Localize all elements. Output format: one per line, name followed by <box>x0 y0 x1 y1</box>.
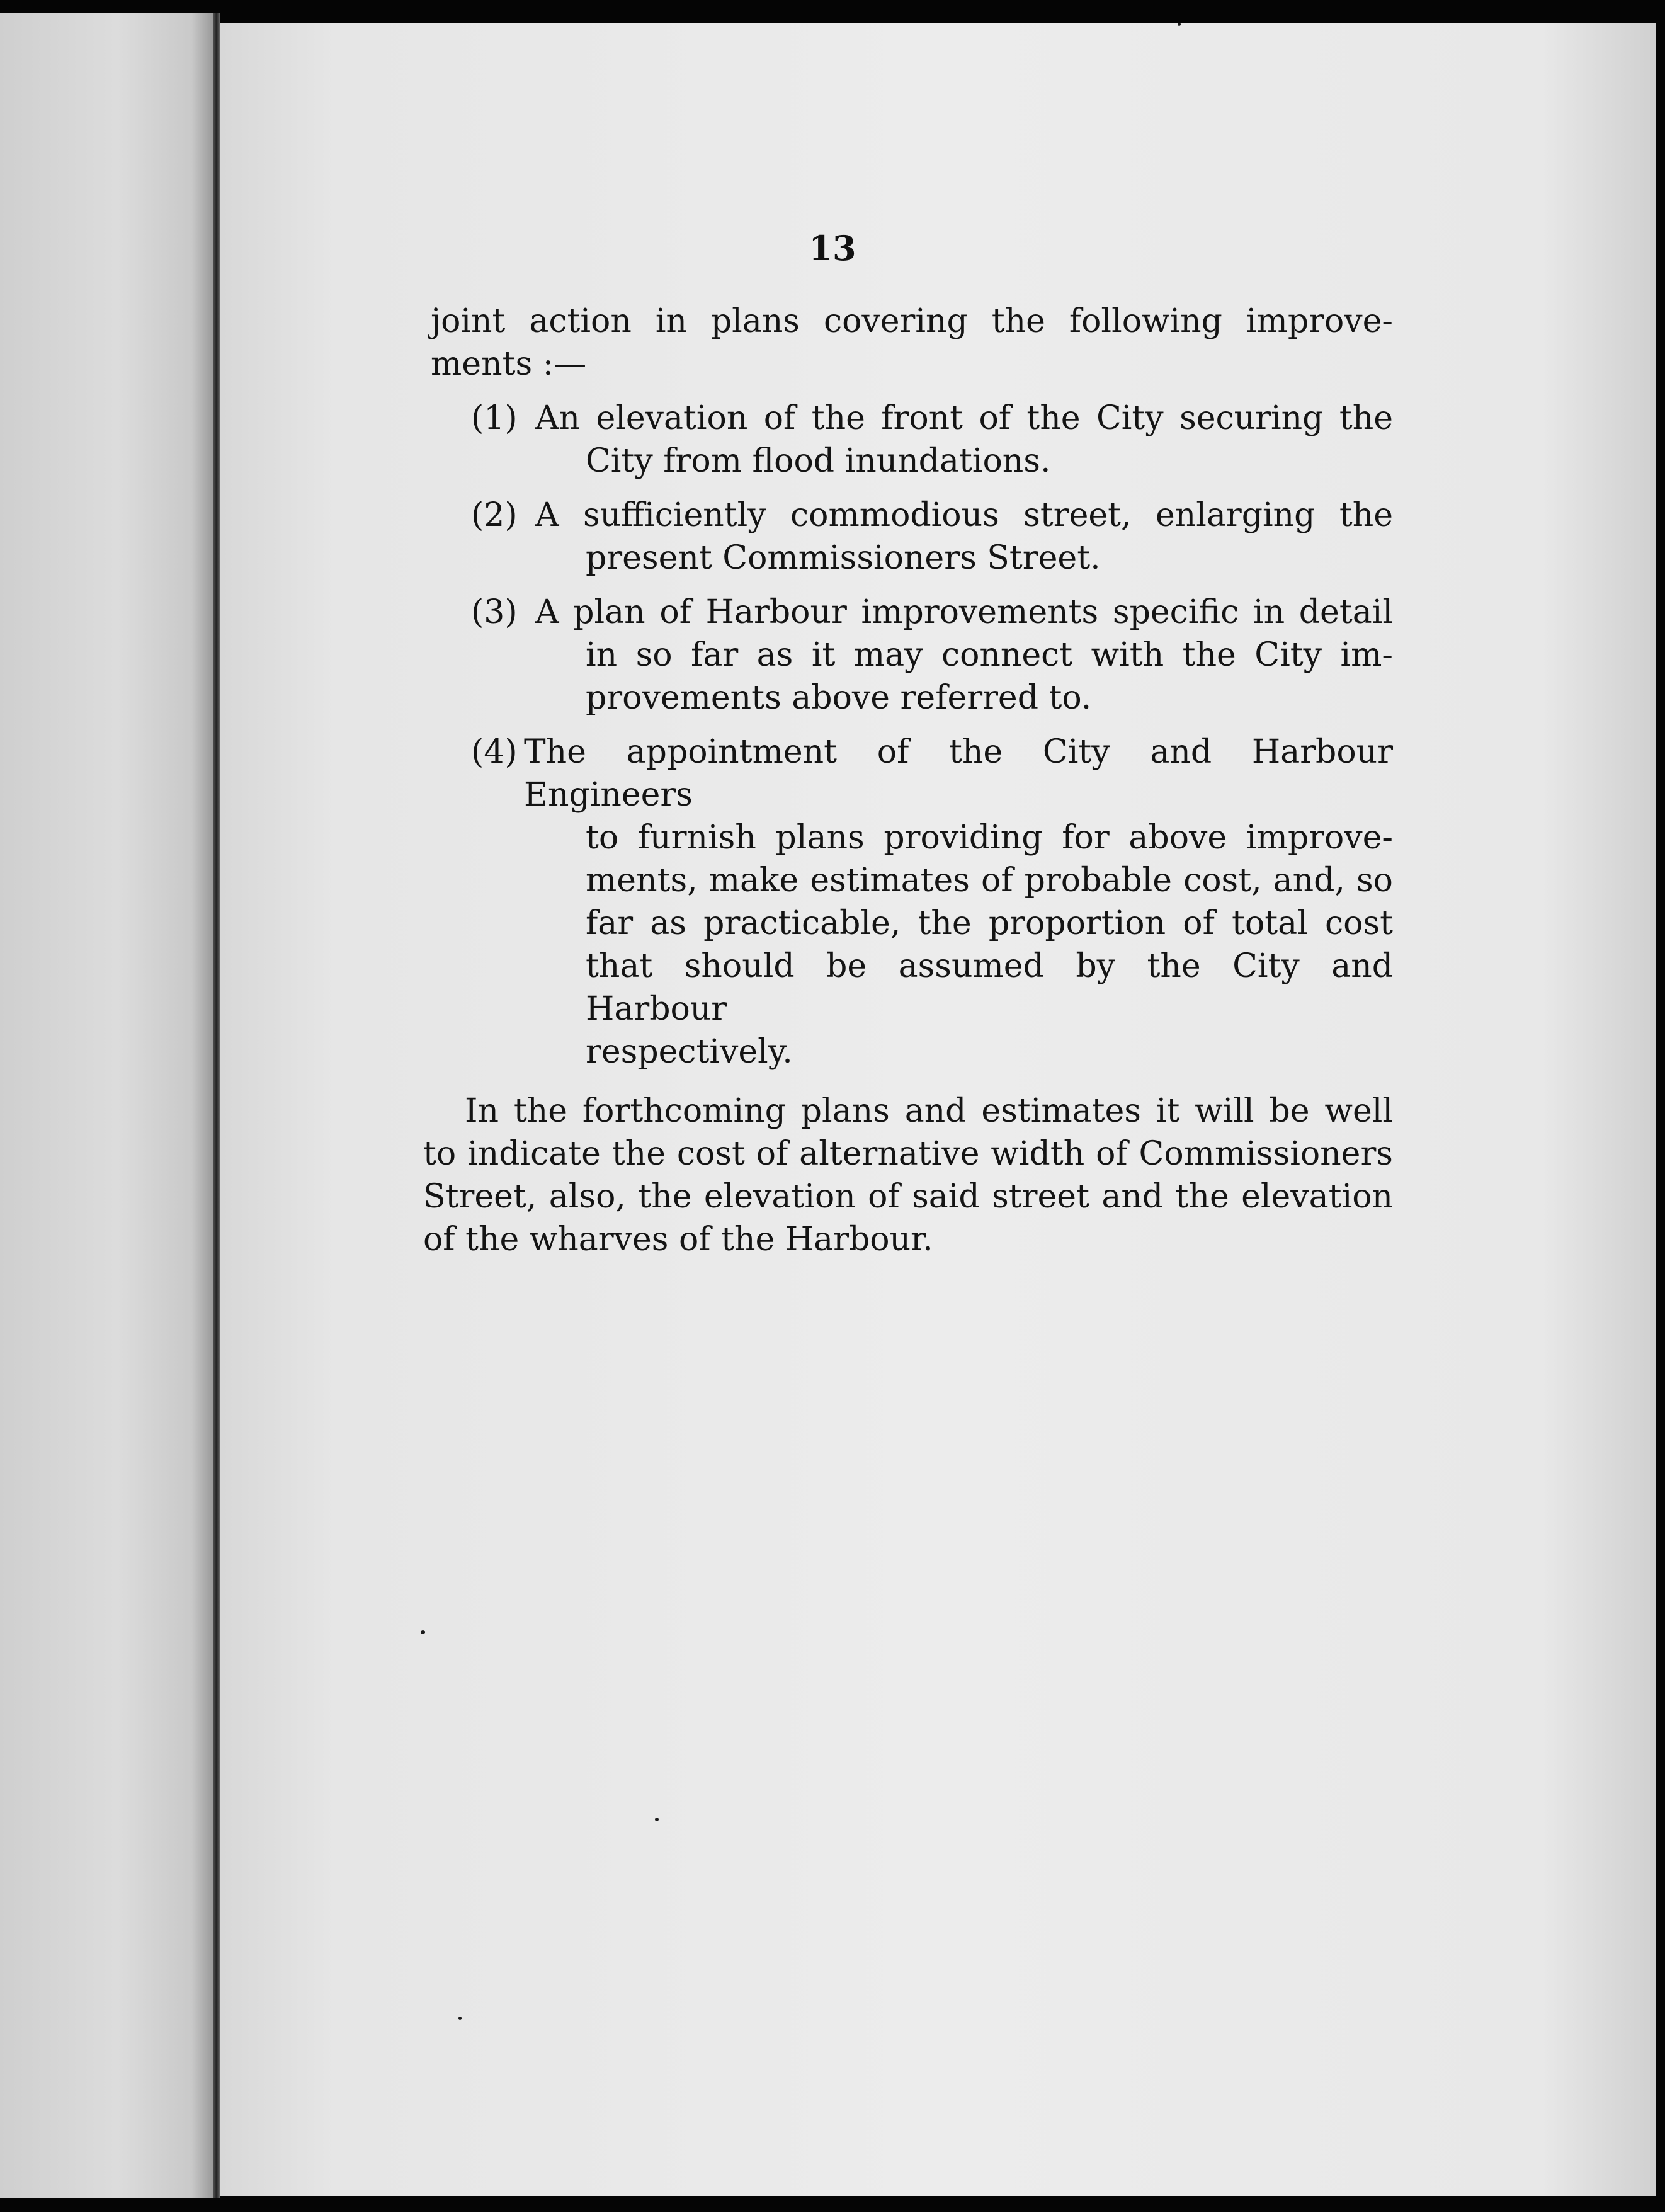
text-line: of the wharves of the Harbour. <box>423 1221 933 1258</box>
list-item <box>423 397 1393 482</box>
speck <box>655 1818 659 1821</box>
list-item-number: (2) <box>471 496 518 534</box>
list-item-number: (4) <box>471 733 518 771</box>
list-item <box>423 731 1393 1073</box>
text-line: The appointment of the City and Harbour Engineers <box>524 733 1393 814</box>
list-item-number: (3) <box>471 593 518 631</box>
closing-paragraph <box>423 1090 1393 1261</box>
text-line: ments :— <box>431 345 587 383</box>
text-line: far as practicable, the proportion of total cost <box>586 904 1393 942</box>
text-line: to furnish plans providing for above improve- <box>586 819 1393 857</box>
numbered-list <box>423 397 1393 1073</box>
text-line: An elevation of the front of the City securing the <box>535 399 1393 437</box>
intro-paragraph <box>431 300 1393 385</box>
book-gutter <box>213 13 220 2198</box>
text-line: Street, also, the elevation of said street and the elevation <box>423 1178 1393 1216</box>
text-line: in so far as it may connect with the City im- <box>586 636 1393 674</box>
page-number: 13 <box>809 228 856 268</box>
text-line: In the forthcoming plans and estimates it will be well <box>465 1092 1393 1130</box>
text-line: ments, make estimates of probable cost, and, so <box>586 862 1393 899</box>
body-text <box>423 300 1393 1261</box>
list-item <box>423 591 1393 719</box>
text-line: A plan of Harbour improvements specific in detail <box>535 593 1393 631</box>
text-line: present Commissioners Street. <box>586 539 1101 577</box>
text-line: joint action in plans covering the following improve- <box>431 302 1393 340</box>
speck <box>458 2017 462 2020</box>
text-line: that should be assumed by the City and Harbour <box>586 947 1393 1028</box>
left-page-edge <box>0 13 213 2198</box>
text-line: provements above referred to. <box>586 679 1092 717</box>
list-item <box>423 494 1393 579</box>
text-line: to indicate the cost of alternative width of Commissioners <box>423 1135 1393 1173</box>
speck <box>421 1630 425 1634</box>
text-line: respectively. <box>586 1033 793 1071</box>
speck <box>1178 23 1181 26</box>
text-line: A sufficiently commodious street, enlarging the <box>535 496 1393 534</box>
list-item-number: (1) <box>471 399 518 437</box>
text-line: City from flood inundations. <box>586 442 1051 480</box>
